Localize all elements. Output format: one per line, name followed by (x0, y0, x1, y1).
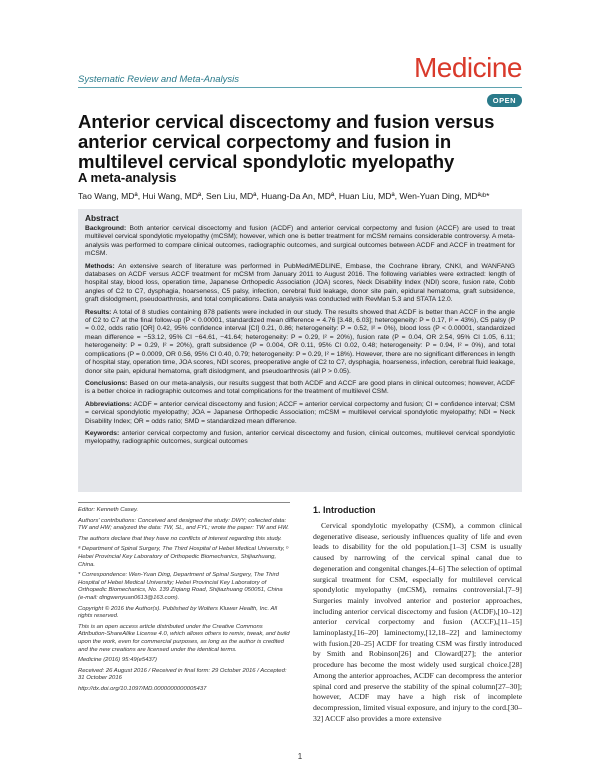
methods-label: Methods: (85, 262, 115, 270)
journal-header (78, 52, 522, 106)
received-dates: Received: 26 August 2016 / Received in final form: 29 October 2016 / Accepted: 31 October 2016 (78, 667, 287, 682)
abstract-conclusions (85, 380, 515, 397)
abbreviations-text: ACDF = anterior cervical discectomy and fusion; ACCF = anterior cervical corpectomy and fusion; CI = confidence interval; CSM = cervical spondylotic myelopathy; JOA = Japanese Orthopedic Association; mCSM = multilevel cervical spondylotic myelopathy; NDI = Neck Disability Index; OR = odds ratio; SMD = standardized mean difference. (85, 400, 515, 425)
results-text: A total of 8 studies containing 878 patients were included in our study. The results showed that ACDF is better than ACCF in the angle of C2 to C7 at the final follow-up (P < 0.00001, standardized mean difference = 4.76 [3.48, 6.03]; heterogeneity: P = 0.17, I² = 43%), C5 palsy (P = 0.02, odds ratio [OR] 0.42, 95% confidence interval [CI] 0.21, 0.86; heterogeneity: P = 0.52, I² = 0%), blood loss (P < 0.00001, standardized mean difference = −53.12, 95% CI −64.61, −41.64; heterogeneity: P = 0.29, I² = 20%), fusion rate (P = 0.04, OR 2.54, 95% CI 1.05, 6.11; heterogeneity: P = 0.29, I² = 20%), graft subsidence (P = 0.004, OR 0.11, 95% CI 0.02, 0.48; heterogeneity: P = 0.94, I² = 0%), and total complications (P = 0.0009, OR 0.56, 95% CI 0.40, 0.79; heterogeneity: P = 0.29, I² = 18%). However, there are no significant differences in length of hospital stay, operation time, JOA scores, NDI scores, preoperative angle of C2 to C7, dysphagia, hoarseness, infection, cerebral fluid leakage, donor site pain, epidural hematoma, graft dislodgment, and pseudoarthrosis (all P > 0.05). (85, 308, 515, 375)
article-title: Anterior cervical discectomy and fusion versus anterior cervical corpectomy and fusion in multilevel cervical spondylotic myelopathy (78, 111, 495, 172)
results-label: Results: (85, 308, 112, 316)
background-text: Both anterior cervical discectomy and fusion (ACDF) and anterior cervical corpectomy and fusion (ACCF) are used to treat multilevel cervical spondylotic myelopathy (mCSM); however, which one is better treatment for mCSM remains considerable controversy. A meta-analysis was performed to compare clinical outcomes, radiographic outcomes, and surgical outcomes between ACDF and ACCF in treatment for mCSM. (85, 225, 515, 258)
article-subtitle: A meta-analysis (78, 170, 177, 185)
conclusions-label: Conclusions: (85, 379, 128, 387)
article-notes (78, 502, 290, 696)
introduction-heading: 1. Introduction (313, 505, 376, 515)
conclusions-text: Based on our meta-analysis, our results suggest that both ACDF and ACCF are good plans in clinical outcomes; however, ACDF is a better choice in radiographic outcomes and total complications for the treatment of multilevel CSM. (85, 379, 515, 396)
section-label: Systematic Review and Meta-Analysis (78, 74, 240, 85)
notes-divider (78, 502, 290, 503)
conflict-statement: The authors declare that they have no conflicts of interest regarding this study. (78, 535, 282, 542)
editor-note: Editor: Kenneth Casey. (78, 507, 139, 513)
open-access-badge: OPEN (487, 94, 522, 107)
abstract-abbreviations (85, 401, 515, 426)
methods-text: An extensive search of literature was performed in PubMed/MEDLINE, Embase, the Cochrane library, CNKI, and WANFANG databases on ACDF versus ACCF treatment for mCSM from January 2011 to August 2016. The following variables were extracted: length of hospital stay, blood loss, operation time, Japanese Orthopedic Association (JOA) scores, Neck Disability Index (NDI) score, fusion rate, Cobb angles of C2 to C7, dysphagia, hoarseness, C5 palsy, infection, cerebral fluid leakage, donor site pain, epidural hematoma, graft subsidence, graft dislodgment, pseudoarthrosis, and total complications. Data analysis was conducted with RevMan 5.3 and STATA 12.0. (85, 262, 515, 304)
journal-logo: Medicine (413, 52, 522, 83)
background-label: Background: (85, 225, 127, 232)
author-contributions: Authors' contributions: Conceived and designed the study: DWY; collected data: TW and HW; analyzed the data: TW, SL, and FYL; wrote the paper: TW and HW. (78, 517, 290, 532)
abstract-results (85, 309, 515, 376)
keywords-label: Keywords: (85, 429, 120, 437)
abstract-methods (85, 263, 515, 305)
abstract-keywords (85, 430, 515, 447)
page-number: 1 (297, 752, 303, 761)
affiliations: ª Department of Spinal Surgery, The Third Hospital of Hebei Medical University, ᵇ Hebei Provincial Key Laboratory of Orthopedic Biomechanics, Shijiazhuang, China. (78, 546, 289, 568)
abstract-background (85, 225, 515, 259)
abbreviations-label: Abbreviations: (85, 400, 132, 408)
keywords-text: anterior cervical corpectomy and fusion, anterior cervical discectomy and fusion, clinical outcomes, multilevel cervical spondylotic myelopathy, radiographic outcomes, surgical outcomes (85, 429, 515, 446)
copyright: Copyright © 2016 the Author(s). Published by Wolters Kluwer Health, Inc. All rights reserved. (78, 605, 278, 620)
introduction-body: Cervical spondylotic myelopathy (CSM), a common clinical degenerative disease, seriously influences quality of life and even leads to disability for the old population.[1–3] CSM is usually caused by narrowing of the cervical spinal canal due to degeneration and congenital changes.[4–6] The selection of optimal surgical treatment for CSM, especially for multilevel cervical spondylotic myelopathy (mCSM), remains controversial.[7–9] Surgeries mainly involved anterior and posterior approaches, including anterior cervical discectomy and fusion (ACDF),[10–12] anterior cervical corpectomy and fusion (ACCF),[11–15] laminoplasty,[16–20] laminectomy,[12,18–22] and laminectomy with fusion.[20–25] ACDF for treating CSM was firstly introduced by Smith and Robinson[26] and Cloward[27]; the anterior procedure has become the most widely used surgical choice.[28] Among the anterior approaches, ACDF can decompress the anterior spinal cord and preserve the stability of the spinal column[27–30]; however, ACDF may have a high risk of incomplete decompression, limited visual exposure, and injury to the cord.[30–32] ACCF also provides a more extensive (313, 521, 522, 723)
header-divider (78, 87, 522, 88)
correspondence: * Correspondence: Wen-Yuan Ding, Department of Spinal Surgery, The Third Hospital of Hebei Medical University; Hebei Provincial Key Laboratory of Orthopedic Biomechanics, No. 139 Ziqiang Road, Shijiazhuang 050051, China (e-mail: dingwenyuan0613@163.com). (78, 572, 283, 601)
abstract-heading: Abstract (85, 213, 119, 223)
license: This is an open access article distributed under the Creative Commons Attribution-ShareAlike License 4.0, which allows others to remix, tweak, and build upon the work, even for commercial purposes, as long as the author is credited and the new creations are licensed under the identical terms. (78, 623, 290, 653)
introduction-section (313, 505, 522, 724)
author-list: Tao Wang, MDª, Hui Wang, MDª, Sen Liu, MDª, Huang-Da An, MDª, Huan Liu, MDª, Wen-Yuan Ding, MDªʴᵇ* (78, 191, 490, 201)
doi-link[interactable]: http://dx.doi.org/10.1097/MD.0000000000005437 (78, 685, 207, 692)
abstract-box (78, 209, 522, 492)
citation: Medicine (2016) 95:49(e5437) (78, 657, 157, 664)
